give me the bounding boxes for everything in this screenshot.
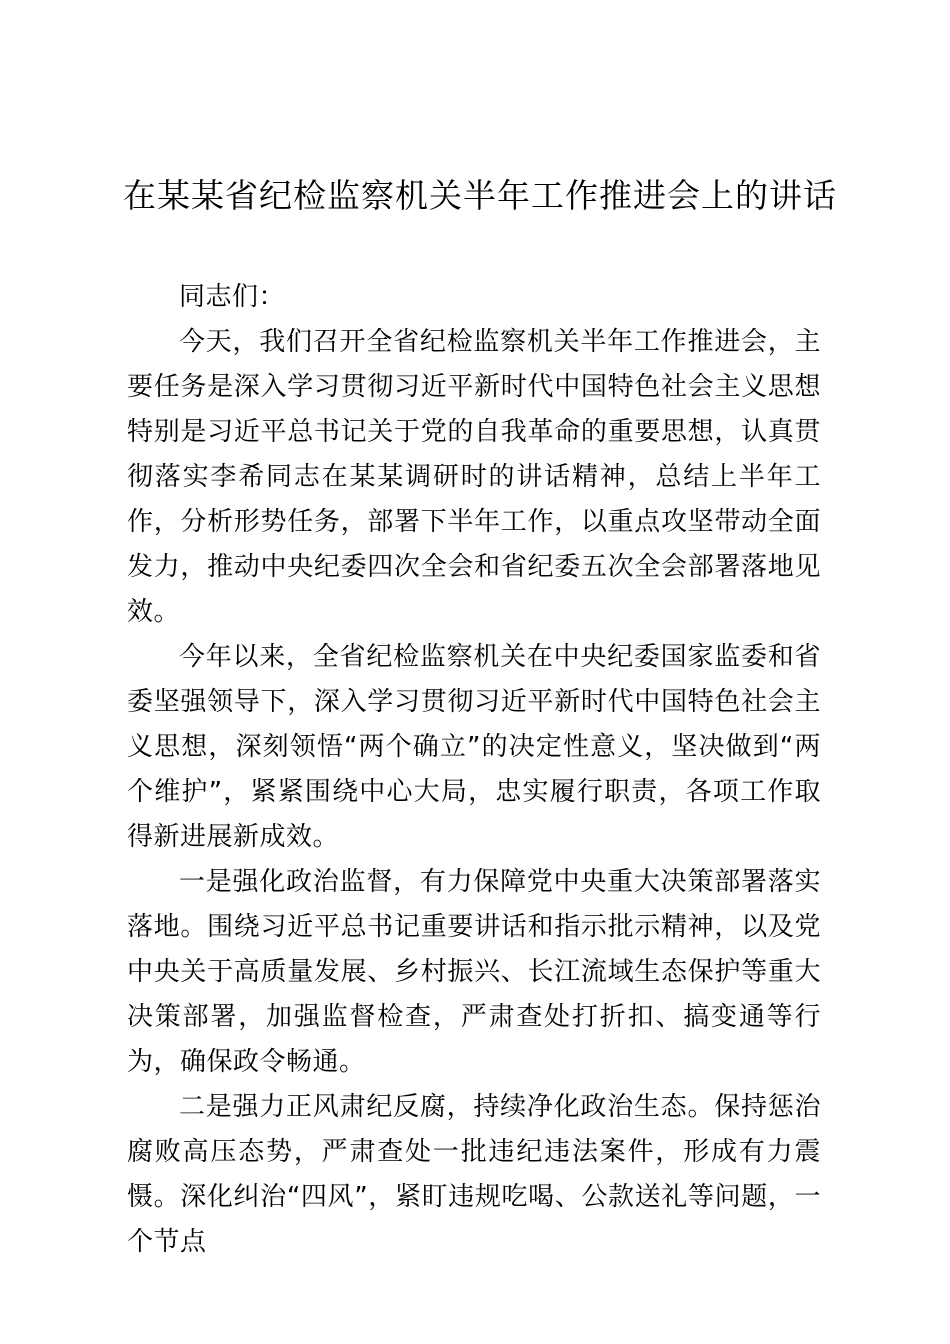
paragraph: 今年以来，全省纪检监察机关在中央纪委国家监委和省委坚强领导下，深入学习贯彻习近平新时代中国特色社会主义思想，深刻领悟“两个确立”的决定性意义，坚决做到“两个维护”，紧紧围绕中心大局，忠实履行职责，各项工作取得新进展新成效。: [127, 642, 821, 852]
document-title: 在某某省纪检监察机关半年工作推进会上的讲话: [123, 176, 837, 215]
paragraph: 今天，我们召开全省纪检监察机关半年工作推进会，主要任务是深入学习贯彻习近平新时代中国特色社会主义思想特别是习近平总书记关于党的自我革命的重要思想，认真贯彻落实李希同志在某某调研时的讲话精神，总结上半年工作，分析形势任务，部署下半年工作，以重点攻坚带动全面发力，推动中央纪委四次全会和省纪委五次全会部署落地见效。: [127, 327, 821, 627]
paragraph: 二是强力正风肃纪反腐，持续净化政治生态。保持惩治腐败高压态势，严肃查处一批违纪违法案件，形成有力震慑。深化纠治“四风”，紧盯违规吃喝、公款送礼等问题，一个节点: [127, 1092, 821, 1257]
document-body: [127, 275, 821, 1265]
paragraph: 一是强化政治监督，有力保障党中央重大决策部署落实落地。围绕习近平总书记重要讲话和指示批示精神，以及党中央关于高质量发展、乡村振兴、长江流域生态保护等重大决策部署，加强监督检查，严肃查处打折扣、搞变通等行为，确保政令畅通。: [127, 867, 821, 1077]
salutation: 同志们：: [179, 282, 286, 312]
